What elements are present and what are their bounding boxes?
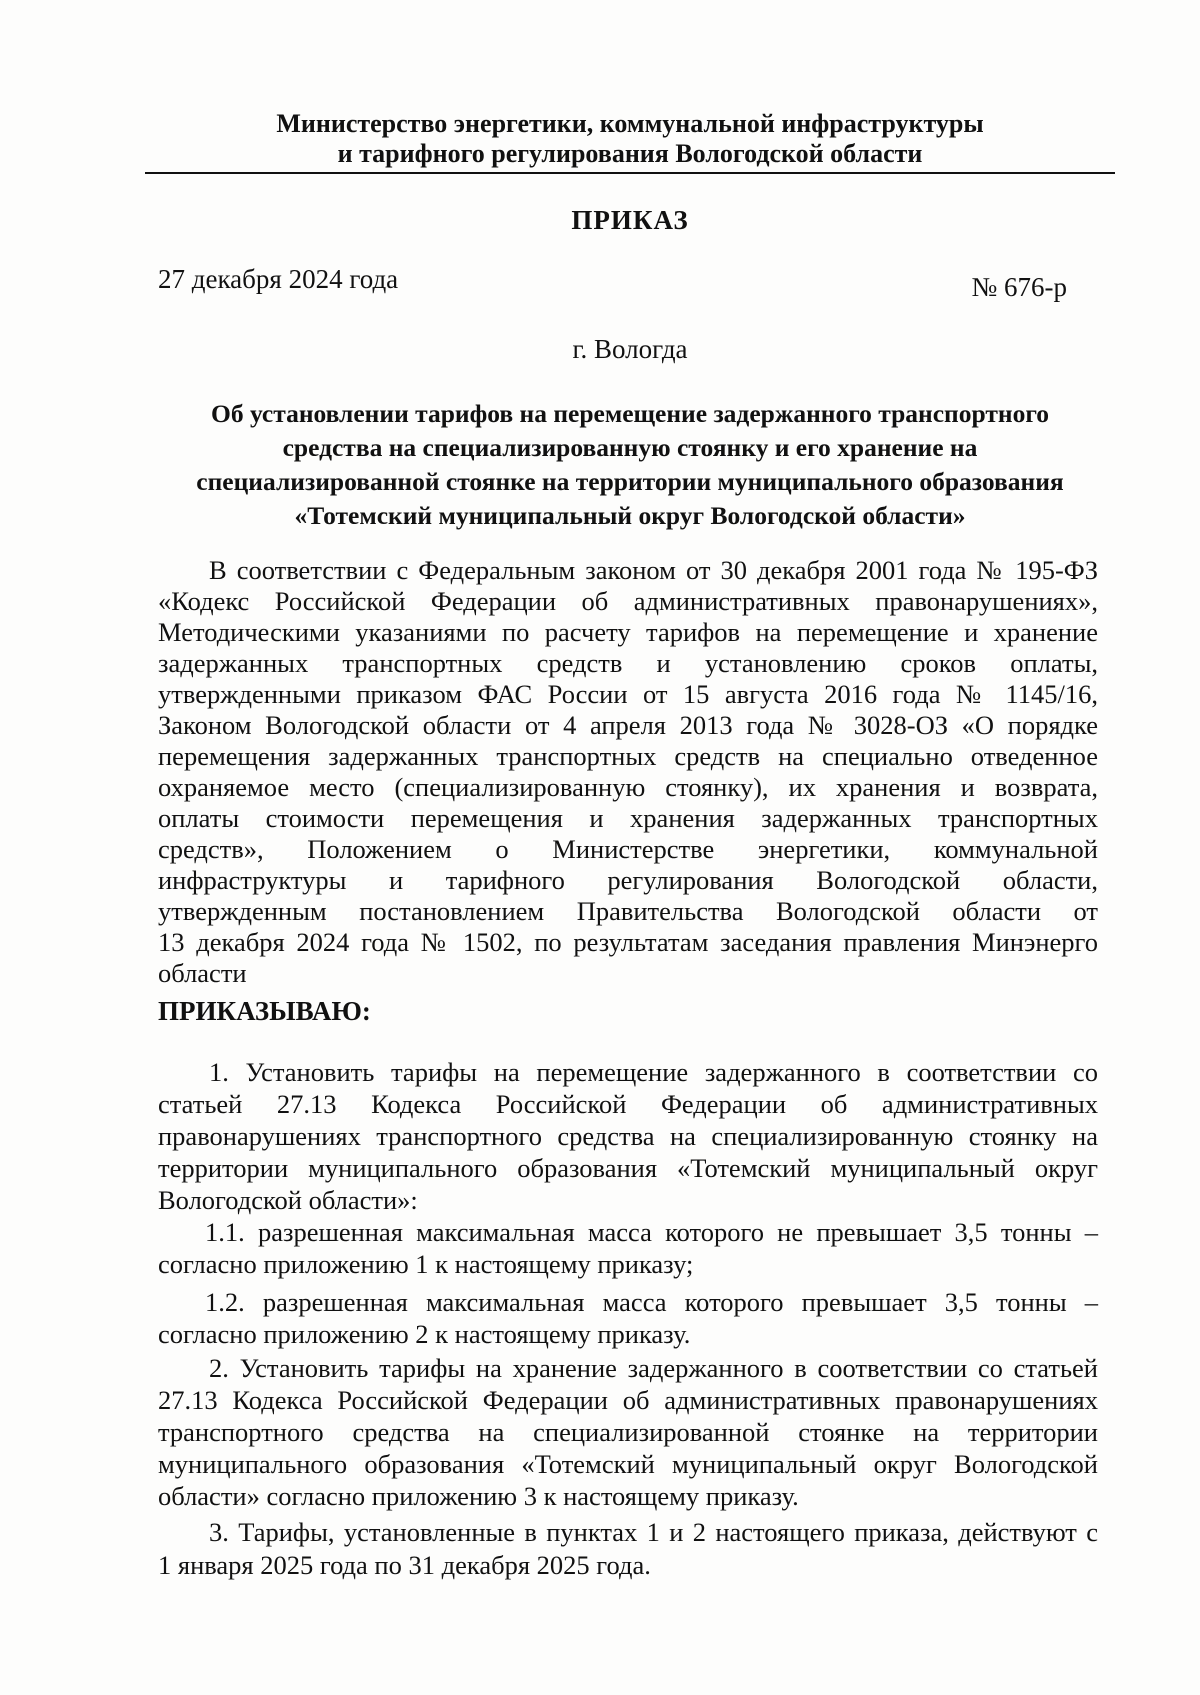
body-line: территории муниципального образования «Тотемский муниципальный округ [158,1153,1098,1183]
body-line: 2. Установить тарифы на хранение задержанного в соответствии со статьей [209,1353,1098,1383]
preamble-line: средств», Положением о Министерстве энергетики, коммунальной [158,834,1098,864]
body-line: согласно приложению 1 к настоящему приказу; [158,1249,694,1279]
order-heading: ПРИКАЗЫВАЮ: [158,996,371,1026]
preamble-line: Законом Вологодской области от 4 апреля 2013 года № 3028-ОЗ «О порядке [158,710,1098,740]
subject-line: Об установлении тарифов на перемещение задержанного транспортного [210,399,1050,428]
body-line: правонарушениях транспортного средства на специализированную стоянку на [158,1121,1098,1151]
body-line: 1.1. разрешенная максимальная масса которого не превышает 3,5 тонны – [205,1217,1098,1247]
body-line: статьей 27.13 Кодекса Российской Федерации об административных [158,1089,1098,1119]
document-type-title: ПРИКАЗ [571,205,689,235]
subject-line: средства на специализированную стоянку и его хранение на [282,433,978,462]
preamble-line: оплаты стоимости перемещения и хранения задержанных транспортных [158,803,1098,833]
subject-line: специализированной стоянке на территории муниципального образования [196,467,1064,496]
preamble-line: области [158,958,247,988]
order-number: № 676-р [971,272,1067,302]
preamble-line: Методическими указаниями по расчету тарифов на перемещение и хранение [158,617,1098,647]
body-line: согласно приложению 2 к настоящему приказу. [158,1319,691,1349]
body-line: 1 января 2025 года по 31 декабря 2025 года. [158,1550,651,1580]
body-line: транспортного средства на специализированной стоянке на территории [158,1417,1098,1447]
preamble-line: 13 декабря 2024 года № 1502, по результатам заседания правления Минэнерго [158,927,1098,957]
order-city: г. Вологда [572,334,688,364]
body-line: области» согласно приложению 3 к настоящему приказу. [158,1481,799,1511]
body-line: Вологодской области»: [158,1185,418,1215]
preamble-line: утвержденным постановлением Правительства Вологодской области от [158,896,1098,926]
header-divider [145,172,1115,174]
preamble-line: охраняемое место (специализированную стоянку), их хранения и возврата, [158,772,1098,802]
preamble-line: утвержденными приказом ФАС России от 15 августа 2016 года № 1145/16, [158,679,1098,709]
body-line: 27.13 Кодекса Российской Федерации об административных правонарушениях [158,1385,1098,1415]
body-line: 3. Тарифы, установленные в пунктах 1 и 2 настоящего приказа, действуют с [209,1517,1098,1547]
body-line: 1.2. разрешенная максимальная масса которого превышает 3,5 тонны – [205,1287,1098,1317]
ministry-name-line1: Министерство энергетики, коммунальной инфраструктуры [276,109,984,138]
body-line: муниципального образования «Тотемский муниципальный округ Вологодской [158,1449,1098,1479]
subject-line: «Тотемский муниципальный округ Вологодской области» [294,501,966,530]
preamble-line: перемещения задержанных транспортных средств на специально отведенное [158,741,1098,771]
preamble-line: В соответствии с Федеральным законом от 30 декабря 2001 года № 195-ФЗ [209,555,1098,585]
order-date: 27 декабря 2024 года [158,264,399,294]
preamble-line: задержанных транспортных средств и установлению сроков оплаты, [158,648,1098,678]
ministry-name-line2: и тарифного регулирования Вологодской области [337,139,923,168]
preamble-line: «Кодекс Российской Федерации об административных правонарушениях», [158,586,1098,616]
preamble-line: инфраструктуры и тарифного регулирования Вологодской области, [158,865,1098,895]
body-line: 1. Установить тарифы на перемещение задержанного в соответствии со [209,1057,1098,1087]
